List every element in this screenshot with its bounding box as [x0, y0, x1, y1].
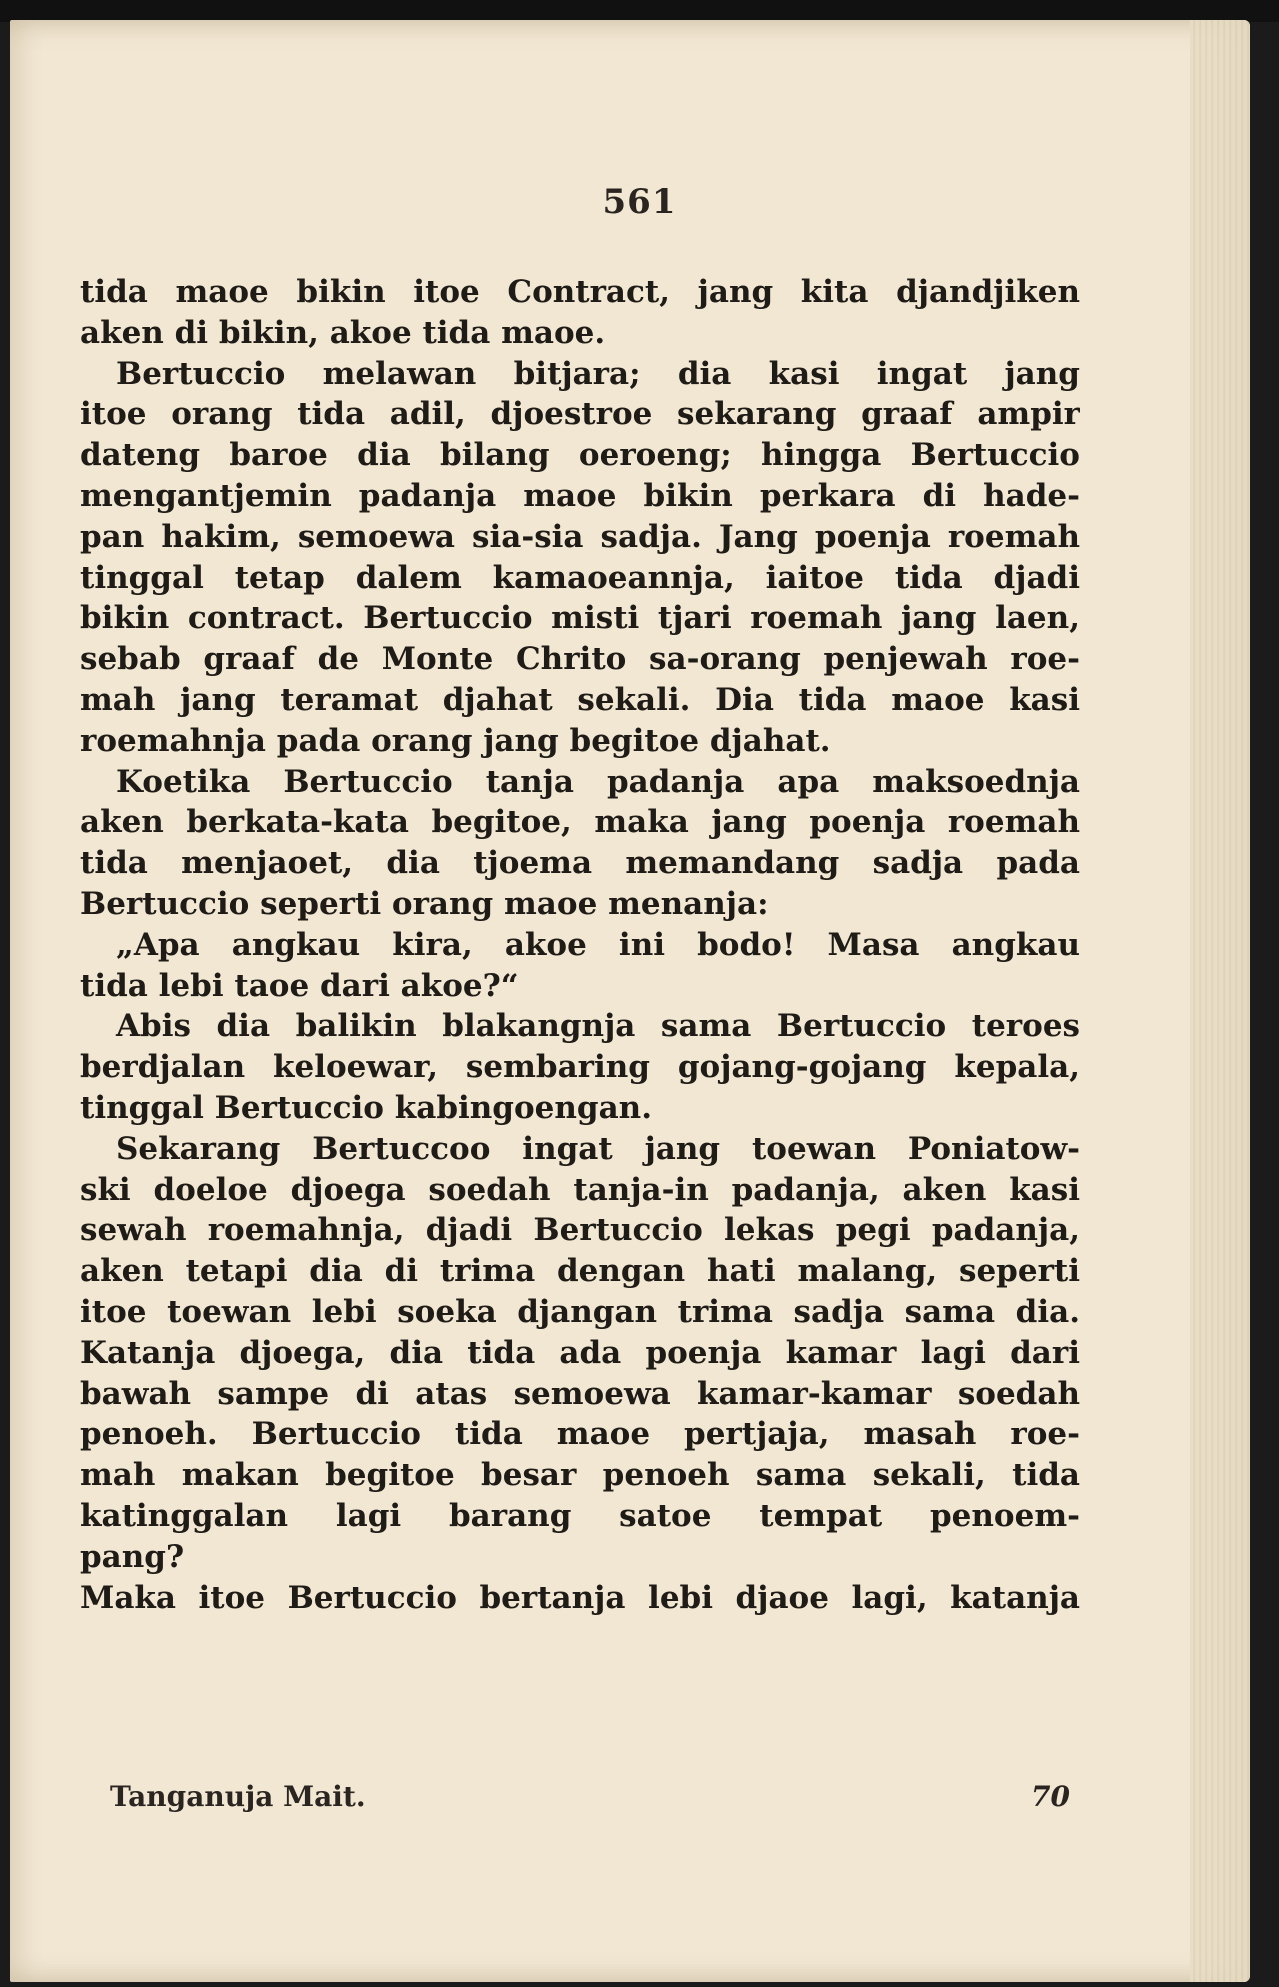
- text-line: tinggal Bertuccio kabingoengan.: [80, 1089, 653, 1126]
- text-line: Bertuccio melawan bitjara; dia kasi ingat jang: [116, 355, 1080, 392]
- page-number: 561: [602, 182, 677, 222]
- text-line: pan hakim, semoewa sia-sia sadja. Jang poenja roemah: [80, 518, 1080, 555]
- text-line: Maka itoe Bertuccio bertanja lebi djaoe lagi, katanja: [80, 1579, 1080, 1616]
- page-edge-stack: [1190, 20, 1250, 1982]
- text-line: pang?: [80, 1538, 185, 1575]
- text-line: mah makan begitoe besar penoeh sama sekali, tida: [80, 1457, 1080, 1494]
- text-line: mah jang teramat djahat sekali. Dia tida maoe kasi: [80, 681, 1080, 718]
- scan-background: [0, 0, 1279, 22]
- text-line: aken berkata-kata begitoe, maka jang poenja roemah: [80, 804, 1080, 841]
- text-line: itoe orang tida adil, djoestroe sekarang graaf ampir: [80, 396, 1080, 433]
- text-line: ski doeloe djoega soedah tanja-in padanja, aken kasi: [80, 1171, 1080, 1208]
- text-line: tida lebi taoe dari akoe?“: [80, 967, 519, 1004]
- text-line: katinggalan lagi barang satoe tempat penoem-: [80, 1497, 1080, 1534]
- text-line: bikin contract. Bertuccio misti tjari roemah jang laen,: [80, 600, 1080, 637]
- body-text: [80, 272, 1080, 1618]
- text-line: Abis dia balikin blakangnja sama Bertuccio teroes: [116, 1008, 1080, 1045]
- text-line: Bertuccio seperti orang maoe menanja:: [80, 885, 769, 922]
- text-line: berdjalan keloewar, sembaring gojang-gojang kepala,: [80, 1049, 1080, 1086]
- text-line: Katanja djoega, dia tida ada poenja kamar lagi dari: [80, 1334, 1080, 1371]
- text-line: Sekarang Bertuccoo ingat jang toewan Poniatow-: [116, 1130, 1080, 1167]
- text-line: dateng baroe dia bilang oeroeng; hingga Bertuccio: [80, 437, 1080, 474]
- footer-signature: Tanganuja Mait.: [110, 1780, 366, 1813]
- text-line: sewah roemahnja, djadi Bertuccio lekas pegi padanja,: [80, 1212, 1080, 1249]
- text-line: mengantjemin padanja maoe bikin perkara di hade-: [80, 477, 1080, 514]
- text-line: „Apa angkau kira, akoe ini bodo! Masa angkau: [116, 926, 1080, 963]
- text-line: tida maoe bikin itoe Contract, jang kita djandjiken: [80, 274, 1080, 310]
- text-line: aken tetapi dia di trima dengan hati malang, seperti: [80, 1253, 1080, 1290]
- text-line: bawah sampe di atas semoewa kamar-kamar soedah: [80, 1375, 1080, 1412]
- text-line: tida menjaoet, dia tjoema memandang sadja pada: [80, 845, 1080, 882]
- text-line: aken di bikin, akoe tida maoe.: [80, 314, 606, 351]
- text-line: penoeh. Bertuccio tida maoe pertjaja, masah roe-: [80, 1416, 1080, 1453]
- text-line: itoe toewan lebi soeka djangan trima sadja sama dia.: [80, 1293, 1080, 1330]
- text-line: roemahnja pada orang jang begitoe djahat.: [80, 722, 831, 759]
- text-line: Koetika Bertuccio tanja padanja apa maksoednja: [116, 763, 1080, 800]
- text-line: sebab graaf de Monte Chrito sa-orang penjewah roe-: [80, 641, 1080, 678]
- text-line: tinggal tetap dalem kamaoeannja, iaitoe tida djadi: [80, 559, 1080, 596]
- sheet-number: 70: [1031, 1780, 1070, 1813]
